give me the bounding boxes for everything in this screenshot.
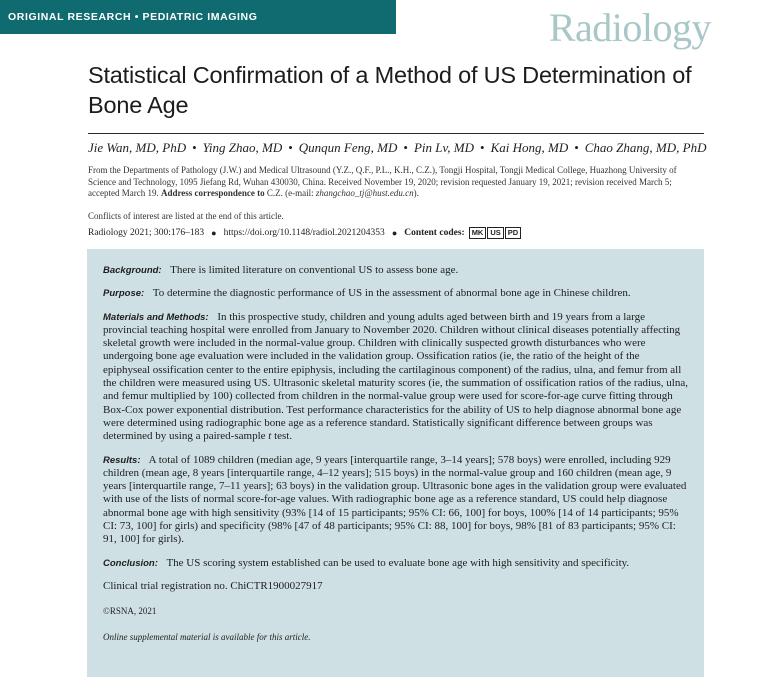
methods-text: In this prospective study, children and young adults aged between birth and 19 years from a large provincial teaching hospital were enrolled from January to November 2020. Children without clinical diseases potentially affecting skeletal growth were included in the normal-value group. Children with clinically suspected growth disturbances who were undergoing bone age evaluation were included in the validation group. Ossification ratios (ie, the ratio of the height of the epiphyseal ossification center to the entire epiphysis, including the cartilaginous component) of the radius, ulna, and femur from all the children were measured using US. Ultrasonic skeletal maturity scores (ie, the summation of ossification ratios of the radius, ulna, and femur multiplied by 100) collected from children in the normal-value group were used for score-for-age curve fitting through Box-Cox power exponential distribution. Test performance characteristics for the ability of US to help diagnose abnormal bone age were determined using radiographic bone age as a reference standard. Statistically significant difference between groups was determined by using a paired-sample (103, 310, 688, 443)
results-label: Results: (103, 454, 141, 466)
content-code-badge[interactable]: US (487, 227, 503, 239)
abstract-purpose (103, 287, 688, 300)
author-name[interactable]: Jie Wan, MD, PhD (88, 140, 187, 155)
correspondence-label: Address correspondence to (160, 188, 265, 199)
affiliation-text: From the Departments of Pathology (J.W.) and Medical Ultrasound (Y.Z., Q.F., P.L., K.H., C.Z.), Tongji Hospital, Tongji Medical College, Huazhong University of Science and Technology, 1095 Jiefang Rd, Wuhan 430030, China. Received November 19, 2020; revision requested January 19, 2021; revision received March 5; accepted March 19. (88, 165, 677, 199)
bullet-separator: ● (391, 228, 398, 238)
doi-link[interactable]: https://doi.org/10.1148/radiol.2021204353 (223, 228, 385, 238)
author-name[interactable]: Qunqun Feng, MD (298, 140, 398, 155)
abstract-background (103, 264, 688, 277)
author-list: Jie Wan, MD, PhD • Ying Zhao, MD • Qunqun Feng, MD • Pin Lv, MD • Kai Hong, MD • Chao Zhang, MD, PhD (88, 140, 707, 155)
content-code-badge[interactable]: PD (505, 227, 521, 239)
author-name[interactable]: Ying Zhao, MD (202, 140, 283, 155)
affiliation (88, 165, 704, 200)
correspondence-text: C.Z. (e-mail: (266, 188, 314, 199)
author-name[interactable]: Kai Hong, MD (490, 140, 569, 155)
article-title: Statistical Confirmation of a Method of US Determination of Bone Age (88, 62, 692, 118)
methods-italic: t (268, 430, 272, 443)
purpose-text: To determine the diagnostic performance of US in the assessment of abnormal bone age in Chinese children. (152, 287, 631, 300)
abstract-conclusion (103, 557, 688, 570)
citation-line (88, 227, 522, 239)
copyright: ©RSNA, 2021 (103, 606, 157, 617)
background-label: Background: (103, 265, 162, 276)
title-divider (88, 133, 704, 134)
supplemental-note: Online supplemental material is available for this article. (103, 631, 311, 642)
conclusion-text: The US scoring system established can be used to evaluate bone age with high sensitivity and specificity. (166, 556, 630, 569)
bullet-separator: ● (211, 228, 217, 238)
trial-registration: Clinical trial registration no. ChiCTR1900027917 (103, 579, 323, 592)
methods-label: Materials and Methods: (103, 311, 209, 323)
methods-end: test. (274, 430, 293, 443)
section-banner (0, 0, 396, 34)
author-name[interactable]: Chao Zhang, MD, PhD (584, 140, 707, 155)
conflicts-note: Conflicts of interest are listed at the end of this article. (88, 211, 284, 221)
background-text: There is limited literature on conventional US to assess bone age. (170, 264, 459, 276)
abstract-results (103, 454, 688, 547)
purpose-label: Purpose: (103, 288, 145, 300)
content-codes-label: Content codes: (404, 228, 465, 238)
content-code-badge[interactable]: MK (469, 227, 487, 239)
abstract-box (87, 249, 704, 677)
section-label: ORIGINAL RESEARCH • PEDIATRIC IMAGING (8, 11, 258, 23)
journal-logo: Radiology (548, 5, 711, 50)
conclusion-label: Conclusion: (103, 557, 158, 569)
author-name[interactable]: Pin Lv, MD (413, 140, 474, 155)
correspondence-end: ). (413, 188, 419, 199)
abstract-methods (103, 311, 688, 444)
citation: Radiology 2021; 300:176–183 (88, 228, 205, 238)
correspondence-email[interactable]: zhangchao_tj@hust.edu.cn (315, 188, 414, 199)
results-text: A total of 1089 children (median age, 9 years [interquartile range, 3–14 years]; 578 boys) were enrolled, including 929 children (mean age, 8 years [interquartile range, 4–12 years]; 515 boys) in the normal-value group and 160 children (mean age, 9 years [interquartile range, 7–11 years]; 63 boys) in the validation group. Ultrasonic bone ages in the validation group were evaluated with use of the lists of normal score-for-age values. With radiographic bone age as a reference standard, US could help diagnose abnormal bone age with high sensitivity (93% [14 of 15 participants; 95% CI: 66, 100] for boys, 100% [14 of 14 participants; 95% CI: 73, 100] for girls) and specificity (98% [47 of 48 participants; 95% CI: 88, 100] for boys, 98% [81 of 83 participants; 95% CI: 91, 100] for girls). (103, 453, 687, 546)
